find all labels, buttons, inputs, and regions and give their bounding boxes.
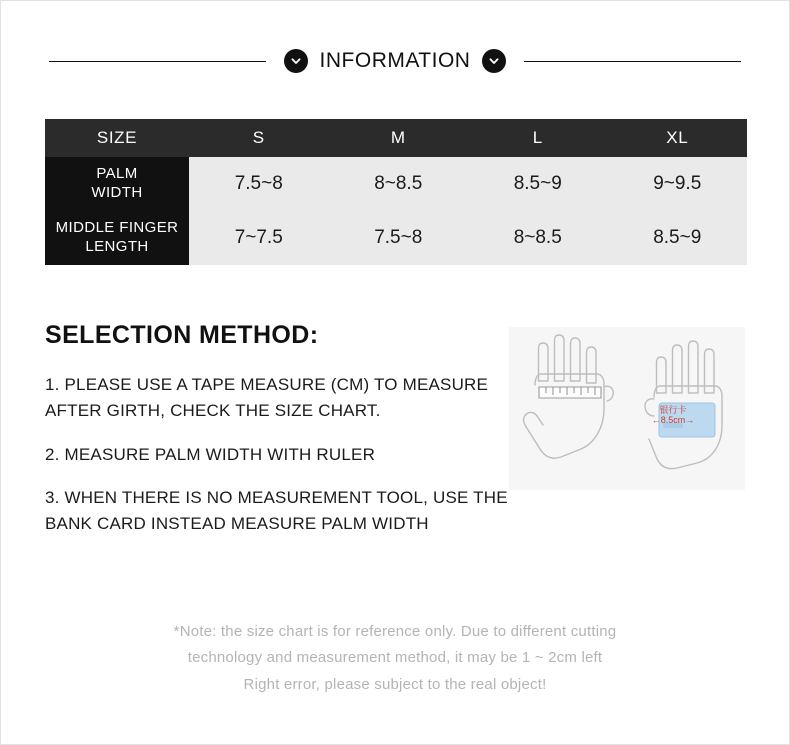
header-rule-left — [49, 61, 266, 62]
size-chart — [45, 119, 745, 265]
hand-measure-illustration — [509, 327, 745, 490]
cell-finger-length-l: 8~8.5 — [468, 211, 608, 265]
row-label-line1: MIDDLE FINGER — [55, 219, 179, 237]
table-row — [45, 211, 747, 265]
header-center — [266, 49, 525, 73]
table-header-row — [45, 119, 747, 157]
row-label-line1: PALM — [96, 165, 138, 183]
selection-steps — [45, 372, 515, 538]
selection-step-1: 1. PLEASE USE A TAPE MEASURE (CM) TO MEASURE AFTER GIRTH, CHECK THE SIZE CHART. — [45, 375, 489, 421]
cell-palm-width-s: 7.5~8 — [189, 157, 329, 211]
bank-card-label-line2: ←8.5cm→ — [651, 415, 695, 426]
note-line-1: *Note: the size chart is for reference only. Due to different cutting — [173, 623, 617, 640]
bank-card-label-line1: 银行卡 — [659, 405, 687, 415]
row-label-palm-width — [45, 157, 189, 211]
selection-step-3: 3. WHEN THERE IS NO MEASUREMENT TOOL, USE THE BANK CARD INSTEAD MEASURE PALM WIDTH — [45, 488, 508, 534]
note-line-2: technology and measurement method, it may be 1 ~ 2cm left — [187, 649, 603, 667]
hands-diagram-icon — [509, 327, 745, 490]
header-rule-right — [524, 61, 741, 62]
selection-method-section — [45, 321, 745, 538]
selection-step-2: 2. MEASURE PALM WIDTH WITH RULER — [45, 444, 376, 464]
table-header-cell-s: S — [189, 119, 329, 157]
page-title: INFORMATION — [319, 49, 471, 72]
chevron-down-circle-icon-right — [482, 49, 506, 73]
note-line-3: Right error, please subject to the real object! — [243, 675, 547, 693]
disclaimer-note — [45, 619, 745, 698]
size-table — [45, 119, 747, 265]
cell-finger-length-xl: 8.5~9 — [608, 211, 748, 265]
table-header-cell-l: L — [468, 119, 608, 157]
section-header — [1, 1, 789, 73]
cell-palm-width-l: 8.5~9 — [468, 157, 608, 211]
cell-palm-width-xl: 9~9.5 — [608, 157, 748, 211]
table-header-cell-xl: XL — [608, 119, 748, 157]
cell-finger-length-m: 7.5~8 — [329, 211, 469, 265]
cell-palm-width-m: 8~8.5 — [329, 157, 469, 211]
chevron-down-circle-icon — [284, 49, 308, 73]
selection-method-title: SELECTION METHOD: — [45, 321, 319, 349]
row-label-line2: WIDTH — [91, 184, 143, 201]
row-label-middle-finger-length — [45, 211, 189, 265]
cell-finger-length-s: 7~7.5 — [189, 211, 329, 265]
row-label-line2: LENGTH — [85, 238, 149, 255]
table-header-cell-size: SIZE — [45, 119, 189, 157]
table-header-cell-m: M — [329, 119, 469, 157]
table-row — [45, 157, 747, 211]
